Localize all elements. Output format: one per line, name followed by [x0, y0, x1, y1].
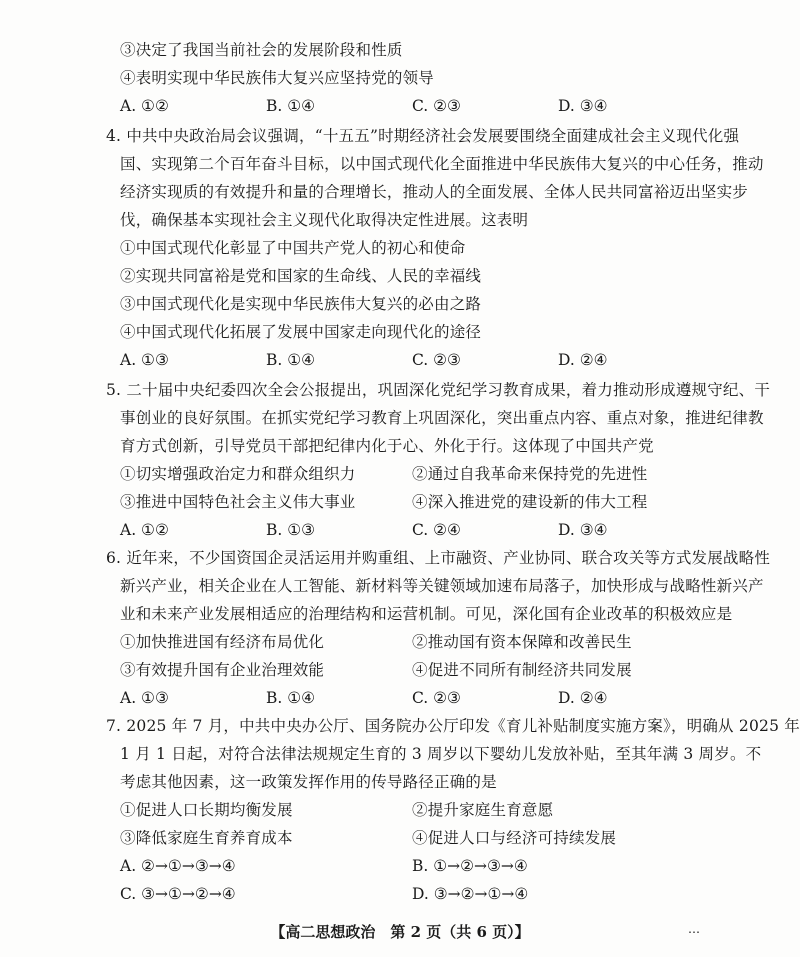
q4-stem-line-1: 4. 中共中央政治局会议强调，“十五五”时期经济社会发展要围绕全面建成社会主义现代化强: [106, 127, 740, 145]
q6-answer-b: B. ①④: [266, 689, 316, 707]
q3-answer-c: C. ②③: [412, 97, 461, 115]
q7-stem-line-2: 1 月 1 日起，对符合法律法规规定生育的 3 周岁以下婴幼儿发放补贴，至其年满 3 周岁。不: [120, 745, 762, 763]
q3-option-3: ③决定了我国当前社会的发展阶段和性质: [120, 41, 403, 59]
q7-answer-d: D. ③→②→①→④: [412, 885, 529, 903]
q4-answer-b: B. ①④: [266, 351, 316, 369]
q6-answer-d: D. ②④: [558, 689, 608, 707]
q7-answer-c: C. ③→①→②→④: [120, 885, 236, 903]
q5-option-4: ④深入推进党的建设新的伟大工程: [412, 493, 648, 511]
q6-stem-line-2: 新兴产业，相关企业在人工智能、新材料等关键领域加速布局落子，加快形成与战略性新兴产: [120, 577, 764, 595]
q5-answer-a: A. ①②: [120, 521, 169, 539]
q5-stem-line-3: 育方式创新，引导党员干部把纪律内化于心、外化于行。这体现了中国共产党: [120, 437, 654, 455]
q5-option-3: ③推进中国特色社会主义伟大事业: [120, 493, 356, 511]
q4-option-4: ④中国式现代化拓展了发展中国家走向现代化的途径: [120, 323, 482, 341]
page-footer: 【高二思想政治 第 2 页（共 6 页）】: [270, 923, 530, 941]
q4-option-2: ②实现共同富裕是党和国家的生命线、人民的幸福线: [120, 267, 482, 285]
q4-option-3: ③中国式现代化是实现中华民族伟大复兴的必由之路: [120, 295, 482, 313]
q5-answer-c: C. ②④: [412, 521, 461, 539]
q7-option-4: ④促进人口与经济可持续发展: [412, 829, 617, 847]
q5-answer-b: B. ①③: [266, 521, 316, 539]
q3-option-4: ④表明实现中华民族伟大复兴应坚持党的领导: [120, 69, 435, 87]
q4-answer-c: C. ②③: [412, 351, 461, 369]
q7-answer-a: A. ②→①→③→④: [120, 857, 236, 875]
q7-stem-line-3: 考虑其他因素，这一政策发挥作用的传导路径正确的是: [120, 773, 497, 791]
q3-answer-a: A. ①②: [120, 97, 169, 115]
q5-option-1: ①切实增强政治定力和群众组织力: [120, 465, 356, 483]
q5-option-2: ②通过自我革命来保持党的先进性: [412, 465, 648, 483]
q6-answer-a: A. ①③: [120, 689, 169, 707]
q6-option-4: ④促进不同所有制经济共同发展: [412, 661, 632, 679]
q4-stem-line-3: 经济实现质的有效提升和量的合理增长，推动人的全面发展、全体人民共同富裕迈出坚实步: [120, 183, 749, 201]
q6-option-2: ②推动国有资本保障和改善民生: [412, 633, 632, 651]
q5-answer-d: D. ③④: [558, 521, 608, 539]
q7-stem-line-1: 7. 2025 年 7 月，中共中央办公厅、国务院办公厅印发《育儿补贴制度实施方案》，明确从 2025 年: [106, 717, 800, 735]
q5-stem-line-1: 5. 二十届中央纪委四次全会公报提出，巩固深化党纪学习教育成果，着力推动形成遵规守纪、干: [106, 381, 771, 399]
q6-stem-line-1: 6. 近年来，不少国资国企灵活运用并购重组、上市融资、产业协同、联合攻关等方式发展战略性: [106, 549, 771, 567]
q6-answer-c: C. ②③: [412, 689, 461, 707]
q6-stem-line-3: 业和未来产业发展相适应的治理结构和运营机制。可见，深化国有企业改革的积极效应是: [120, 605, 733, 623]
q7-answer-b: B. ①→②→③→④: [412, 857, 528, 875]
q4-stem-line-2: 国、实现第二个百年奋斗目标，以中国式现代化全面推进中华民族伟大复兴的中心任务，推动: [120, 155, 764, 173]
q3-answer-d: D. ③④: [558, 97, 608, 115]
q3-answer-b: B. ①④: [266, 97, 316, 115]
q7-option-1: ①促进人口长期均衡发展: [120, 801, 293, 819]
q6-option-3: ③有效提升国有企业治理效能: [120, 661, 325, 679]
q6-option-1: ①加快推进国有经济布局优化: [120, 633, 325, 651]
corner-mark: ⋯: [688, 925, 700, 939]
q7-option-2: ②提升家庭生育意愿: [412, 801, 554, 819]
q5-stem-line-2: 事创业的良好氛围。在抓实党纪学习教育上巩固深化，突出重点内容、重点对象，推进纪律教: [120, 409, 764, 427]
q7-option-3: ③降低家庭生育养育成本: [120, 829, 293, 847]
q4-answer-a: A. ①③: [120, 351, 169, 369]
q4-option-1: ①中国式现代化彰显了中国共产党人的初心和使命: [120, 239, 466, 257]
q4-stem-line-4: 伐，确保基本实现社会主义现代化取得决定性进展。这表明: [120, 211, 529, 229]
q4-answer-d: D. ②④: [558, 351, 608, 369]
